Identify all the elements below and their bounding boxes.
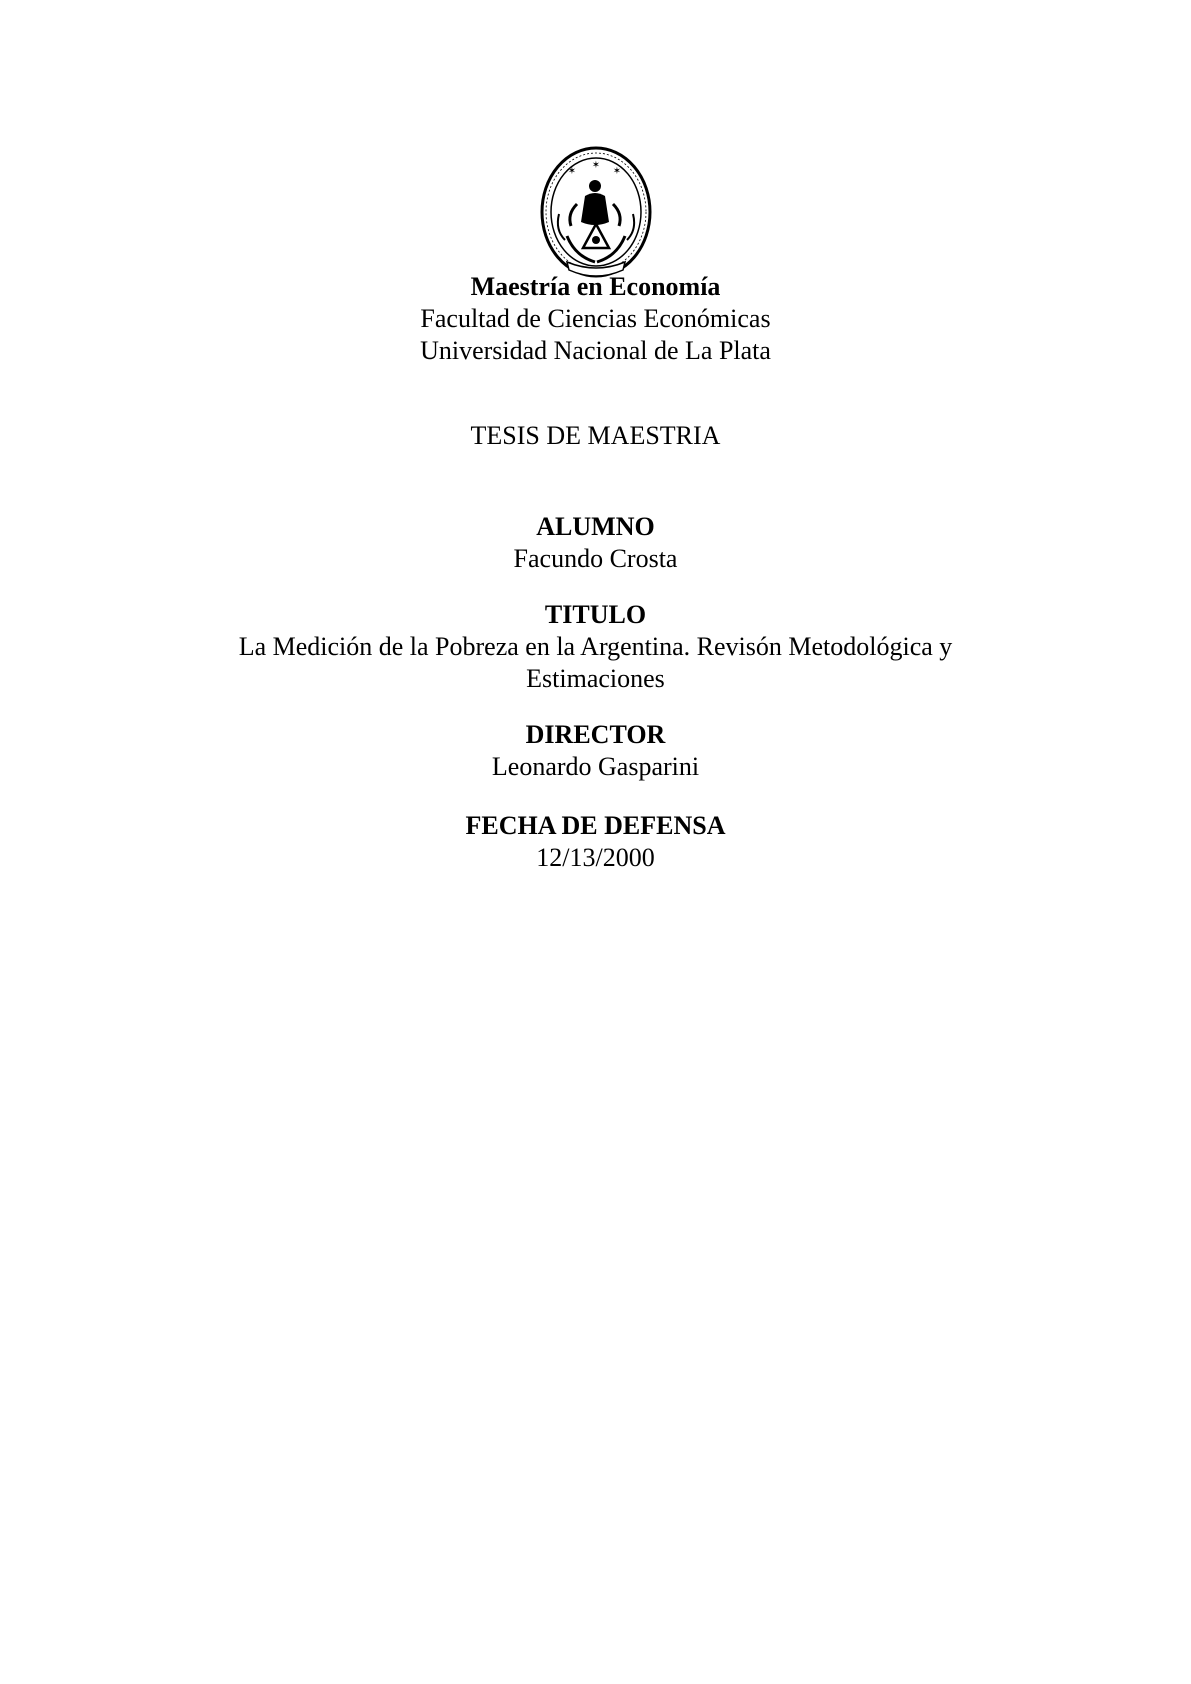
title-line-2: Estimaciones [526, 664, 665, 693]
director-section [0, 719, 1191, 783]
title-line-1: La Medición de la Pobreza en la Argentina. Revisón Metodológica y [238, 632, 953, 661]
faculty-name: Facultad de Ciencias Económicas [420, 304, 771, 333]
defense-date: 12/13/2000 [536, 843, 655, 872]
director-name: Leonardo Gasparini [491, 752, 700, 781]
svg-text:✶: ✶ [612, 166, 622, 177]
svg-text:✶: ✶ [567, 166, 577, 177]
student-section [0, 511, 1191, 575]
university-name: Universidad Nacional de La Plata [420, 336, 771, 365]
student-name: Facundo Crosta [513, 544, 678, 573]
document-type [0, 420, 1191, 452]
university-seal-icon [537, 144, 655, 284]
defense-date-label: FECHA DE DEFENSA [465, 811, 726, 840]
defense-section [0, 810, 1191, 874]
title-label: TITULO [544, 600, 647, 629]
institution-header [0, 271, 1191, 367]
title-section [0, 599, 1191, 695]
program-name: Maestría en Economía [470, 272, 721, 301]
document-type-label: TESIS DE MAESTRIA [470, 421, 721, 450]
svg-text:✶: ✶ [591, 160, 601, 171]
director-label: DIRECTOR [525, 720, 666, 749]
student-label: ALUMNO [536, 512, 655, 541]
